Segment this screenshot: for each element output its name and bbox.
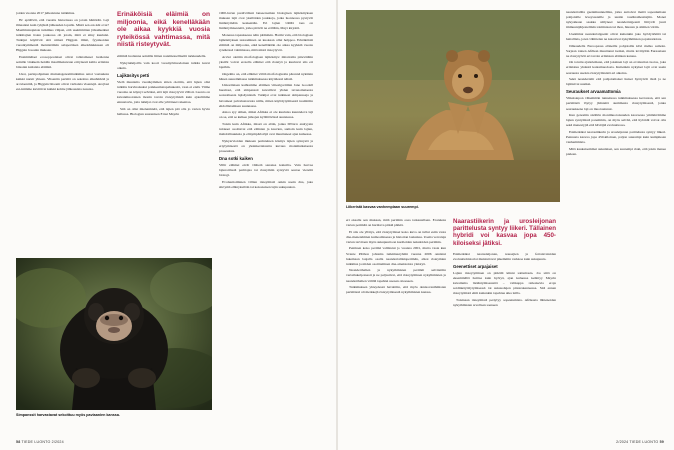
left-page	[0, 0, 336, 450]
subheading-arpajaiset: Geenettiset arpajaiset	[453, 264, 498, 269]
paragraph: Toisinaan risteymistä periytyy sopeutumista. Afrikasta lähteneiden nykyihmisten arvellaan saaneen	[453, 297, 556, 308]
right-col2-body	[453, 252, 556, 262]
paragraph: Tutkimuksen yhteydessä havaittiin, että myös denisovanihmisten perimässä oli merkkejä risteytymisestä nykyihmisten kanssa.	[346, 285, 446, 295]
paragraph: Ainoa syy siihen, miksi Afrikka ei ole kuuluisa kuunteleva laji on se, että se kulkee jalkojen kyllättävässä suunnassa.	[219, 110, 313, 120]
liger-illustration	[346, 10, 560, 202]
right-page-footer	[616, 440, 664, 444]
paragraph: eläimiä luolienna seiniille liitten nonmieteelliseltä tarkkuudella.	[117, 53, 207, 58]
paragraph: Mitä kaukaisemmat sukulaiset, sen suurempi riski, että jokin menee pieleen.	[566, 146, 666, 156]
paragraph: Kun genomin sisällön monimuotoisuuden kasvaessa ymmärrämme lajien syntymistä paremmin, on myös selvää, että hybridit voivat olla sekä menestyjiä että häviäjiä evoluutiossa.	[566, 113, 666, 128]
paragraph: Hc epäilivät, että vuosttu historiassa on jotain hämärää. Laji ilmaantui kuin tyhjästä jääkauden lopulla. Mistä sen esi-isät ovat? Maailmalaajuisia tutkimus vihjasi, että useimmitten jääsulkeikiet tulkittajien itsien joukossa oli jotain, mitä ei siiny kuuluisi. Tutkijat käyttivät sitä nimeä Higgsin ilmiö, fyysikoiden vuosikymmeniä metsästämän salaperäisen alkeishiukkasen eli Higgsin bosonin mukaan.	[16, 17, 109, 53]
right-col1-body	[346, 218, 446, 295]
right-page-column-1	[346, 218, 446, 438]
chimpanzee-photo	[16, 258, 212, 410]
chimpanzee-illustration	[16, 258, 212, 410]
paragraph: Esimerkiksi naarastiikerin ja urosleijonan parittelusta syntyy liikeri. Pennusta kasvaa jopa 450-kiloinen, paljon suurempi kuin kumpikaan vanhemmista.	[566, 129, 666, 145]
subheading-seuraukset: Seuraukset arvaamattomia	[566, 89, 621, 95]
left-col3-body	[219, 11, 313, 154]
right-magazine-name: 2/2024 TIEDE LUONTO	[616, 440, 659, 444]
right-page-number: 59	[659, 440, 664, 444]
left-photo-caption: Simpanssit harvastavat sekoittuu myös paviaanien kanssa.	[16, 413, 120, 417]
paragraph: Useimmat neandertalgeenit olivat kuitenkin joko hyödyttömiä tai haitallisia, joten vähittelen ne katosivat nykyihmisten populaatioista.	[566, 31, 666, 41]
paragraph: Arviot olettiin morfologisen lajikäsitys: mitattoilta pätevätäiin yksilöt voivat erotella eläimet että ristetyä ja kuuluvat siis eri lajeihin.	[219, 54, 313, 69]
paragraph: eri oksalle sen mukaan, mitä perimän osaa tarkastellaan. Erotuksia varten perimää on harittava pitkiä pätkiä.	[346, 218, 446, 228]
paragraph: Uusi, perinpohjainen muinaisgenomitutkimus antoi vastauksia kaikki naruit yhteen. Viisentin perimä on sekoitus alkuhärkää ja arovisenttiä, ja Higgsin biisonit olivat varhaisia visentejä. Arojlasi esi-isämme kuvittivat kaikki kolme jääkausista naastaa.	[16, 71, 109, 91]
liger-photo	[346, 10, 560, 202]
paragraph: Lajien risteytyminen on pitkälti kiinni sattumasta. Jos siitä on eksemmältä haittaa kuin hyötyä, ajan kuluessa kehittyy Mayrin kuvailema lisääntymisestettä – valtkappa ratkaisevia eroja soidinkäyttäytymisessä tai sukusolujen pintarakenteessa. Sitä ennen risteytymistä ehtii kuitenkin tapahtua aika lailla.	[453, 271, 556, 296]
paragraph: Nykytutkijoilla vain koori vuosityömuodoinen tulkita kuvat oikein.	[117, 60, 210, 70]
right-page	[338, 0, 674, 450]
left-col1-body	[16, 11, 109, 92]
left-col2-body-b	[117, 80, 210, 117]
left-page-column-2	[117, 11, 210, 254]
right-col3-body	[566, 10, 666, 87]
paragraph: Ongelma on, että eläimet välttä morfologiaalia pärennä nykäisin hänen suuremmassa tutkimuksessa käyttäessä näistä.	[219, 71, 313, 81]
subheading-dna: Dna sotki kaiken	[219, 155, 253, 161]
pull-quote-liger: Naarastiikerin ja urosleijonan parittelusta syntyy liikeri. Tällainen hybridi voi kasvaa jopa 450-kiloiseksi jätiksi.	[453, 218, 556, 247]
paragraph: Sitä on ollut mielenmielä, että lajien piti olla jo varten hyvin hallussa. Biologian suurenisen Ernst Mayrin	[117, 106, 210, 116]
left-page-column-1	[16, 11, 109, 254]
paragraph: Neanderthalien ja nykyihmisten perimät selvitettiin vertailukelpoisesti ja ne paljastivat, että risteytyminen nykyihmisten ja neanderthalien välillä tapahtui useaan otteeseen.	[346, 268, 446, 283]
paragraph: Viiksisiepon vähemmän tunnetussa tutkimuksessa kerrotaan, että sen perimästä löytyy jäänteitä aiemmasta risteytymisestä, jonka seurauksena laji on muotoutunut.	[566, 96, 666, 111]
paragraph: Nykyarvioiden mukaan perinteinen käsitys lajien synnystä ja eriytymisestä on yksinkertaistettu kuvaus monimutkaisesta prosessista.	[219, 138, 313, 153]
paragraph: Monessa tapauksessa näin pitäisikin. Harmi vain, että biologisen lajikäsityksen testaaminen on kuokaan ollut helppoa. Erinäköisiä eläimiä on miljoonia, eikä kenelläkään ole aikaa kyykkiä vuosia ryteikössä vahtimassa, mitä niistä risteytyvät.	[219, 32, 313, 53]
right-photo-caption: Liikeristä kasvaa vanhempiaan suurempi.	[346, 205, 419, 209]
paragraph: Esimerkiksi naarasleijonan, nousajien ja fertalavalaiden evoluutiohistoriat muistuttavat pikemmin verkkoa kuin sukupuuta.	[453, 251, 556, 261]
left-page-column-3	[219, 11, 313, 443]
paragraph: Toisin kuin Afrikka, missä on eläin, jonka DNA:n analyysin tulokset osoittavat että eläinten ja kasvien, samoin kuin lajien, mahdollisuuksia ja elinympäristöjä ovat muuttuneet ajan kuluessa.	[219, 121, 313, 137]
left-page-number: 58	[16, 440, 21, 444]
paragraph: Ei siis ole yllätys, että risteytymiset koko kuva on tullut esiin vasta dna-menetelmien kumoamisessa ja historian laskuissa. Useita verratuja varten tarvitaan myös sukupuuttoon kuolleiden nakuloiden perimän.	[346, 229, 446, 244]
paragraph: joiden vuonna 2017 julkaistuna tuttkimus.	[16, 11, 76, 15]
left-page-footer	[16, 440, 64, 444]
paragraph: Unkarilaisen kaihtamme eläimen viitealgoritmin Jane Goodall huomasi, että simpanssit kuvailivat yhden tavanomaisesta sosiaalisesta lajisäynnistä. Tutkijat ovat tutkineet simpansseja ja havaineet palvelustavasta niille, miten käyttäytymisestä tuomittiin ehdollistamisen suunnassa.	[219, 83, 313, 108]
paragraph: On totuttu ajattelemaan, että jokainen laji on evoluution tuotos, joka erilaistuu yhdestä kantamuodosta. Kuitenkin nykyiset lajit ovat usein seurausta useista risteytymisistä eri aikoina.	[566, 60, 666, 75]
paragraph: Pentinen koko perimä valmistui jo vuonna 2001, mutta vasta kun Svante Pääbon johtama tutkimusryhmä vuonna 2006 onnistui lukemaan laajalla osalla neandertalilaisperimän, alkoi risteymien tutkimus ja niiden osoittaminen dna-aineistoista yleistyä.	[346, 246, 446, 266]
paragraph: Jääkaudella Euroopassa eläneille pohjoisille kävi melko samoin. Sarjaan toinen Afrikan muuttanut isoiksi, mutta levittyään Euraasiaan ne risteytyivät eri tavoin erilaisten eläinten kanssa.	[566, 43, 666, 58]
subheading-lajikasitys: Lajikäsitys petti	[117, 72, 150, 78]
paragraph: Ensimmäiset ecosopposlaiset olivat talletamaset luolienna seinille vinkkein heidän maailmakuvaan erityisesti kaltia erilaisia biisonin kaltaisia eläimiä.	[16, 54, 109, 69]
left-col2-body	[117, 54, 210, 71]
pull-quote: Erinäköisiä eläimiä on miljoonia, eikä kenelläkään ole aikaa kyykkiä vuosia ryteikössä vahtimassa, mitä niistä risteytyvät.	[117, 11, 210, 49]
paragraph: Evoluutioiminen villien risteymistä onkin usein dna, joka siirtymä eläinyksilöin tai kokonaisen lajin sukupuuton.	[219, 179, 313, 189]
right-col3-body-b	[566, 96, 666, 157]
paragraph: 1900-luvun puolivälissä lanseeraaman biologisen lajikäsityksen mukaan lajit ovat yksilöiden joukkoja, jotka luonnossa pystyvät lisääntymään keskenään. Eri lajien välillä taas on lisääntymisestettä, jotka pitävät ne erillään, Mayr kirjoitti.	[219, 11, 313, 31]
paragraph: Sekä neandertalit että pohjoismaiset huiset hyötyivät tästä ja ne lajittuivat uusiksi.	[566, 77, 666, 87]
paragraph: Villit eläimet eivät välitetä sanansa kaiteilta. Vain harvaa lajierotilastä parittajaa tai risteymiin syntyviä seuraa viereltä biologi.	[219, 162, 313, 178]
paragraph: neandertalilta geenimuunnelmia, jotka auttoivat meitä sopeutumaan pohjoisille leveysasteille ja uusiin taudinaiheuttajiin. Monet nykyaikaan saakka säilyneet neandertalgeenit liittyvät juuri immuunijärjestelmän toimintaan tai ihon, hiusten ja silmien väriin.	[566, 10, 666, 30]
right-col2-body-b	[453, 271, 556, 308]
left-col3-body-b	[219, 163, 313, 190]
right-page-column-2	[453, 218, 556, 438]
right-page-column-3	[566, 10, 666, 436]
left-magazine-name: TIEDE LUONTO 2/2024	[21, 440, 64, 444]
paragraph: Vielä muutama vuosikymmen sitten olettiin, että lajien olisi tulkittu harvinaisuksi poikkeamatapahukesiä, vaan ei enää. Viime vuosina on käynyt selväksi, että lajit risteytyvät villisti. Luonto on kuvanmuotoinen monin tavoin risteytymistä kuin ajatelimme ennustavia, jotta tutkijat ovat alle yrittäneet rakentaa.	[117, 79, 210, 105]
